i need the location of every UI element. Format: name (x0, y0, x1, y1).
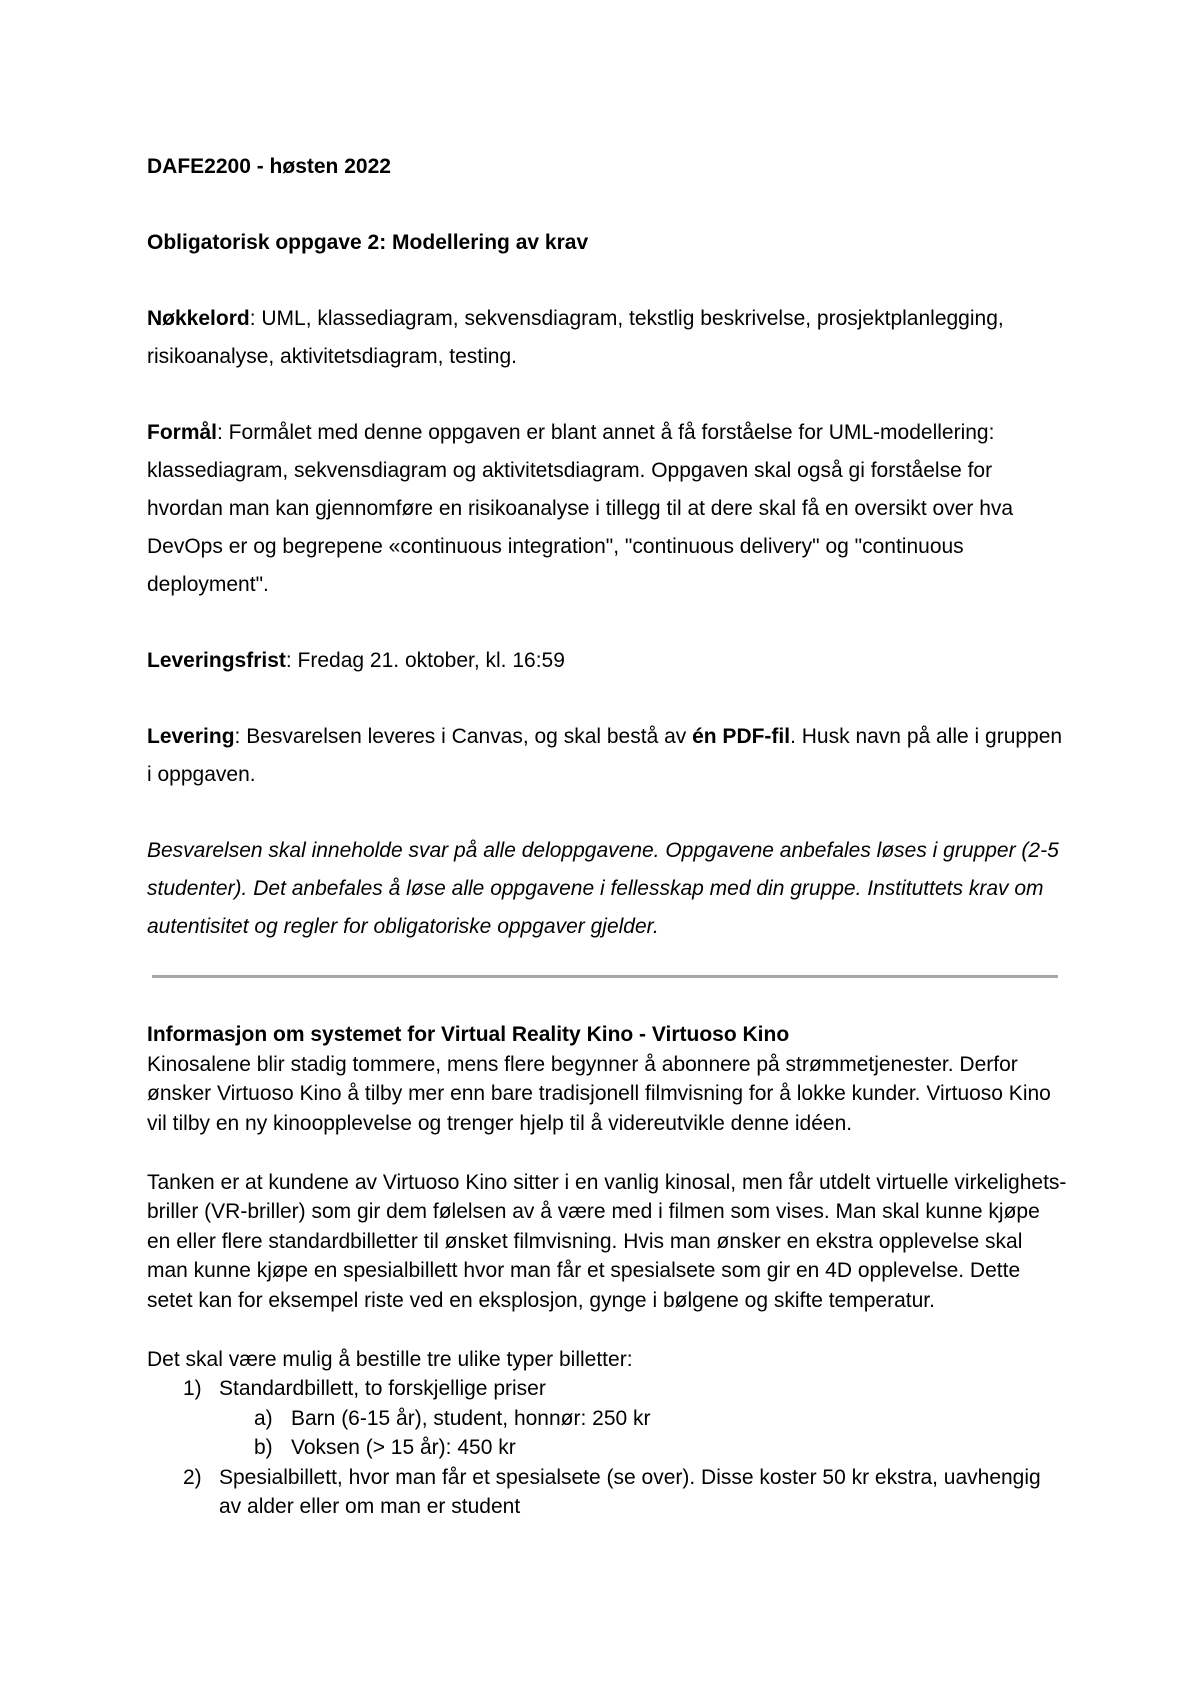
keywords-label: Nøkkelord (147, 307, 250, 330)
deadline-text: : Fredag 21. oktober, kl. 16:59 (285, 649, 565, 672)
list-item (147, 1433, 1067, 1463)
deadline-label: Leveringsfrist (147, 649, 286, 672)
list-marker: 2) (183, 1465, 202, 1489)
system-info-intro: Kinosalene blir stadig tommere, mens flere begynner å abonnere på strømmetjenester. Derfor ønsker Virtuoso Kino å tilby mer enn bare tradisjonell filmvisning for å lokke kunder. Virtuoso Kino vil tilby en ny kinoopplevelse og trenger hjelp til å videreutvikle denne idéen. (147, 1052, 1051, 1135)
list-item-text: Standardbillett, to forskjellige priser (219, 1377, 546, 1400)
keywords-text: : UML, klassediagram, sekvensdiagram, tekstlig beskrivelse, prosjektplanlegging, risikoanalyse, aktivitetsdiagram, testing. (147, 307, 1004, 368)
keywords-paragraph (147, 300, 1067, 376)
list-item-text: Barn (6-15 år), student, honnør: 250 kr (291, 1406, 651, 1430)
list-marker: b) (254, 1436, 273, 1459)
list-item (147, 1404, 1067, 1434)
assignment-header-section (147, 148, 1067, 946)
delivery-text-after: . Husk navn på alle i gruppen i oppgaven. (147, 725, 1063, 786)
delivery-label: Levering (147, 725, 235, 748)
purpose-text: : Formålet med denne oppgaven er blant annet å få forståelse for UML-modellering: klassediagram, sekvensdiagram og aktivitetsdiagram. Oppgaven skal også gi forståelse for hvordan man kan gjennomføre en risikoanalyse i tillegg til at dere skal få en oversikt over hva DevOps er og begrepene «continuous integration", "continuous delivery" og "continuous deployment". (147, 421, 1014, 596)
deadline-paragraph (147, 642, 1067, 680)
section-divider (152, 975, 1058, 978)
list-item-text: Spesialbillett, hvor man får et spesialsete (se over). Disse koster 50 kr ekstra, uavhengig av alder eller om man er student (219, 1465, 1041, 1518)
list-item (147, 1374, 1067, 1404)
list-marker: a) (254, 1406, 273, 1430)
list-item (147, 1463, 1067, 1522)
system-info-title: Informasjon om systemet for Virtual Reality Kino - Virtuoso Kino (147, 1023, 790, 1046)
delivery-paragraph (147, 718, 1067, 794)
tickets-intro: Det skal være mulig å bestille tre ulike typer billetter: (147, 1347, 633, 1371)
system-info-section (147, 1020, 1067, 1522)
course-title: DAFE2200 - høsten 2022 (147, 155, 391, 178)
purpose-label: Formål (147, 421, 218, 444)
list-item-text: Voksen (> 15 år): 450 kr (291, 1436, 516, 1459)
system-info-idea: Tanken er at kundene av Virtuoso Kino sitter i en vanlig kinosal, men får utdelt virtuelle virkelighets-briller (VR-briller) som gir dem følelsen av å være med i filmen som vises. Man skal kunne kjøpe en eller flere standardbilletter til ønsket filmvisning. Hvis man ønsker en ekstra opplevelse skal man kunne kjøpe en spesialbillett hvor man får et spesialsete som gir en 4D opplevelse. Dette setet kan for eksempel riste ved en eksplosjon, gynge i bølgene og skifte temperatur. (147, 1170, 1067, 1312)
delivery-format: én PDF-fil (692, 725, 791, 748)
list-marker: 1) (183, 1377, 202, 1400)
assignment-title: Obligatorisk oppgave 2: Modellering av krav (147, 231, 589, 254)
group-note: Besvarelsen skal inneholde svar på alle deloppgavene. Oppgavene anbefales løses i grupper (2-5 studenter). Det anbefales å løse alle oppgavene i fellesskap med din gruppe. Instituttets krav om autentisitet og regler for obligatoriske oppgaver gjelder. (147, 839, 1059, 938)
delivery-text-before: : Besvarelsen leveres i Canvas, og skal bestå av (234, 725, 693, 748)
purpose-paragraph (147, 414, 1067, 604)
